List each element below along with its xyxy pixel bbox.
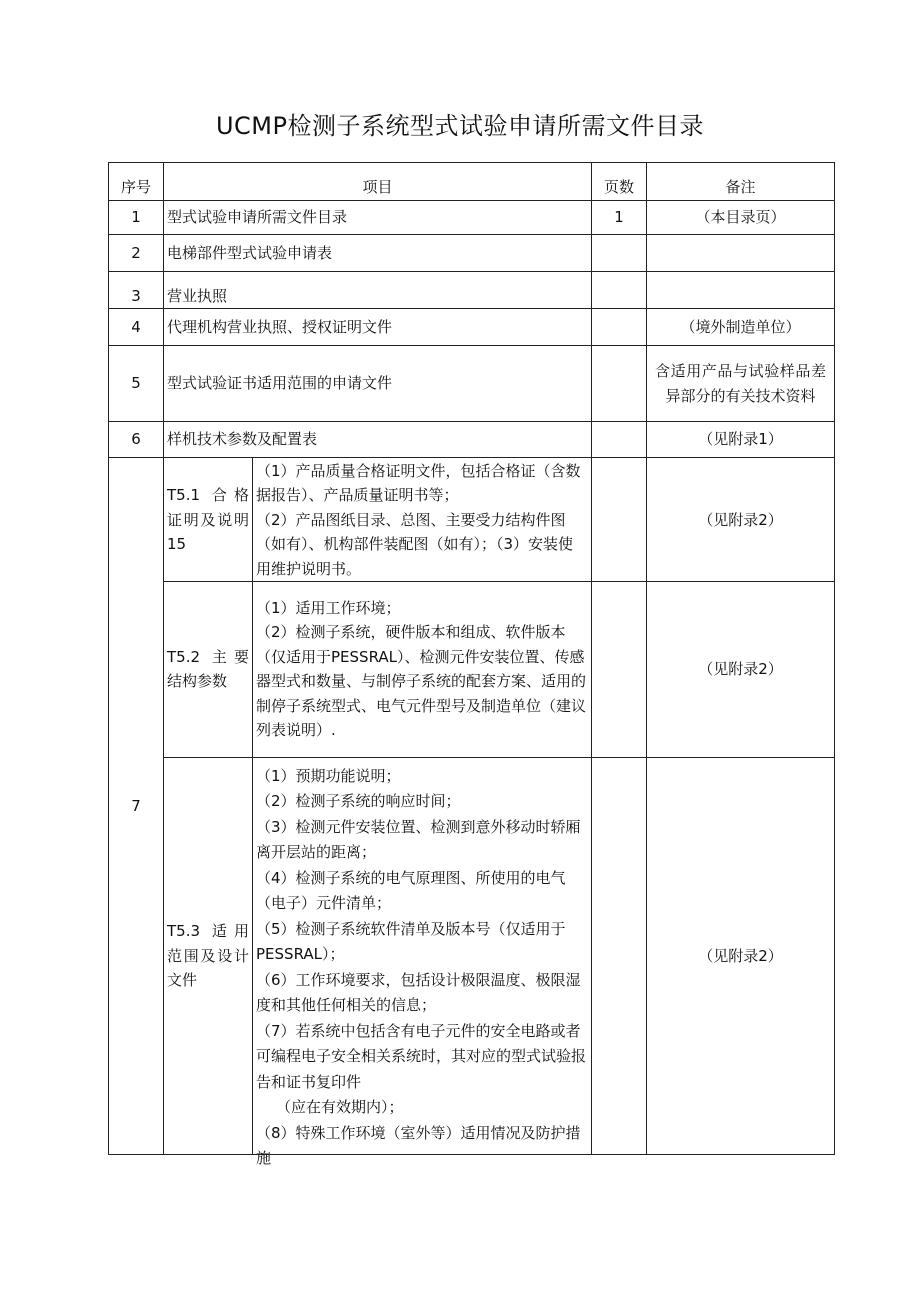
table-row-7-sub-3 xyxy=(109,757,835,1154)
content-line: （1）预期功能说明； xyxy=(256,766,401,785)
content-line: （1）产品质量合格证明文件，包括合格证（含数据报告）、产品质量证明书等； xyxy=(256,461,581,505)
document-table xyxy=(108,162,835,1168)
row-no: 1 xyxy=(109,201,164,235)
sub-item-content xyxy=(253,582,592,757)
content-line: （1）适用工作环境； xyxy=(256,598,401,617)
table-row xyxy=(109,201,835,235)
content-line: （5）检测子系统软件清单及版本号（仅适用于PESSRAL）； xyxy=(256,919,566,964)
row-pages xyxy=(592,458,647,582)
row-item: 样机技术参数及配置表 xyxy=(164,422,592,458)
content-line: （3）检测元件安装位置、检测到意外移动时轿厢离开层站的距离； xyxy=(256,817,581,862)
content-line: （7）若系统中包括含有电子元件的安全电路或者可编程电子安全相关系统时，其对应的型式试验报告和证书复印件 xyxy=(256,1021,587,1091)
content-line: （4）检测子系统的电气原理图、所使用的电气（电子）元件清单； xyxy=(256,868,566,913)
row-no: 5 xyxy=(109,346,164,422)
page-title: UCMP检测子系统型式试验申请所需文件目录 xyxy=(215,112,704,140)
row-pages: 1 xyxy=(592,201,647,235)
sub-item-label: T5.2 主要结构参数 xyxy=(164,582,253,757)
sub-item-label: T5.3 适用范围及设计文件 xyxy=(164,757,253,1154)
row-item: 代理机构营业执照、授权证明文件 xyxy=(164,309,592,346)
sub-item-label: T5.1 合格证明及说明15 xyxy=(164,458,253,582)
row-pages xyxy=(592,346,647,422)
sub-item-content xyxy=(253,458,592,582)
row-no: 7 xyxy=(109,458,164,1155)
sub-item-content xyxy=(253,757,592,1168)
row-remark: （见附录2） xyxy=(647,757,835,1154)
table-header-row xyxy=(109,163,835,201)
row-remark: （境外制造单位） xyxy=(647,309,835,346)
row-no: 2 xyxy=(109,235,164,272)
row-no: 6 xyxy=(109,422,164,458)
content-line: （6）工作环境要求，包括设计极限温度、极限湿度和其他任何相关的信息； xyxy=(256,970,581,1015)
table-row xyxy=(109,309,835,346)
header-no: 序号 xyxy=(109,163,164,201)
header-item: 项目 xyxy=(164,163,592,201)
row-remark: 含适用产品与试验样品差异部分的有关技术资料 xyxy=(647,346,835,422)
row-remark xyxy=(647,272,835,309)
row-no: 3 xyxy=(109,272,164,309)
row-pages xyxy=(592,757,647,1154)
header-pages: 页数 xyxy=(592,163,647,201)
row-item: 型式试验证书适用范围的申请文件 xyxy=(164,346,592,422)
row-pages xyxy=(592,422,647,458)
row-remark: （本目录页） xyxy=(647,201,835,235)
row-item: 型式试验申请所需文件目录 xyxy=(164,201,592,235)
content-line: （应在有效期内）； xyxy=(276,1098,404,1117)
row-item: 电梯部件型式试验申请表 xyxy=(164,235,592,272)
table-row-7-sub-2 xyxy=(109,582,835,757)
row-pages xyxy=(592,309,647,346)
row-remark: （见附录2） xyxy=(647,458,835,582)
table-row-7-sub-1 xyxy=(109,458,835,582)
content-line: （8）特殊工作环境（室外等）适用情况及防护措施 xyxy=(256,1123,581,1168)
row-item: 营业执照 xyxy=(164,272,592,309)
row-pages xyxy=(592,235,647,272)
row-no: 4 xyxy=(109,309,164,346)
content-line: （2）检测子系统，硬件版本和组成、软件版本（仅适用于PESSRAL）、检测元件安装位置、传感器型式和数量、与制停子系统的配套方案、适用的制停子系统型式、电气元件型号及制造单位（建议列表说明）. xyxy=(256,623,587,740)
content-line: （2）产品图纸目录、总图、主要受力结构件图（如有）、机构部件装配图（如有）；（3）安装使用维护说明书。 xyxy=(256,510,574,578)
row-remark: （见附录1） xyxy=(647,422,835,458)
row-remark xyxy=(647,235,835,272)
row-pages xyxy=(592,272,647,309)
table-row xyxy=(109,272,835,309)
row-pages xyxy=(592,582,647,757)
table-row xyxy=(109,235,835,272)
content-line: （2）检测子系统的响应时间； xyxy=(256,792,461,811)
header-remark: 备注 xyxy=(647,163,835,201)
row-remark: （见附录2） xyxy=(647,582,835,757)
table-row xyxy=(109,422,835,458)
table-row xyxy=(109,346,835,422)
